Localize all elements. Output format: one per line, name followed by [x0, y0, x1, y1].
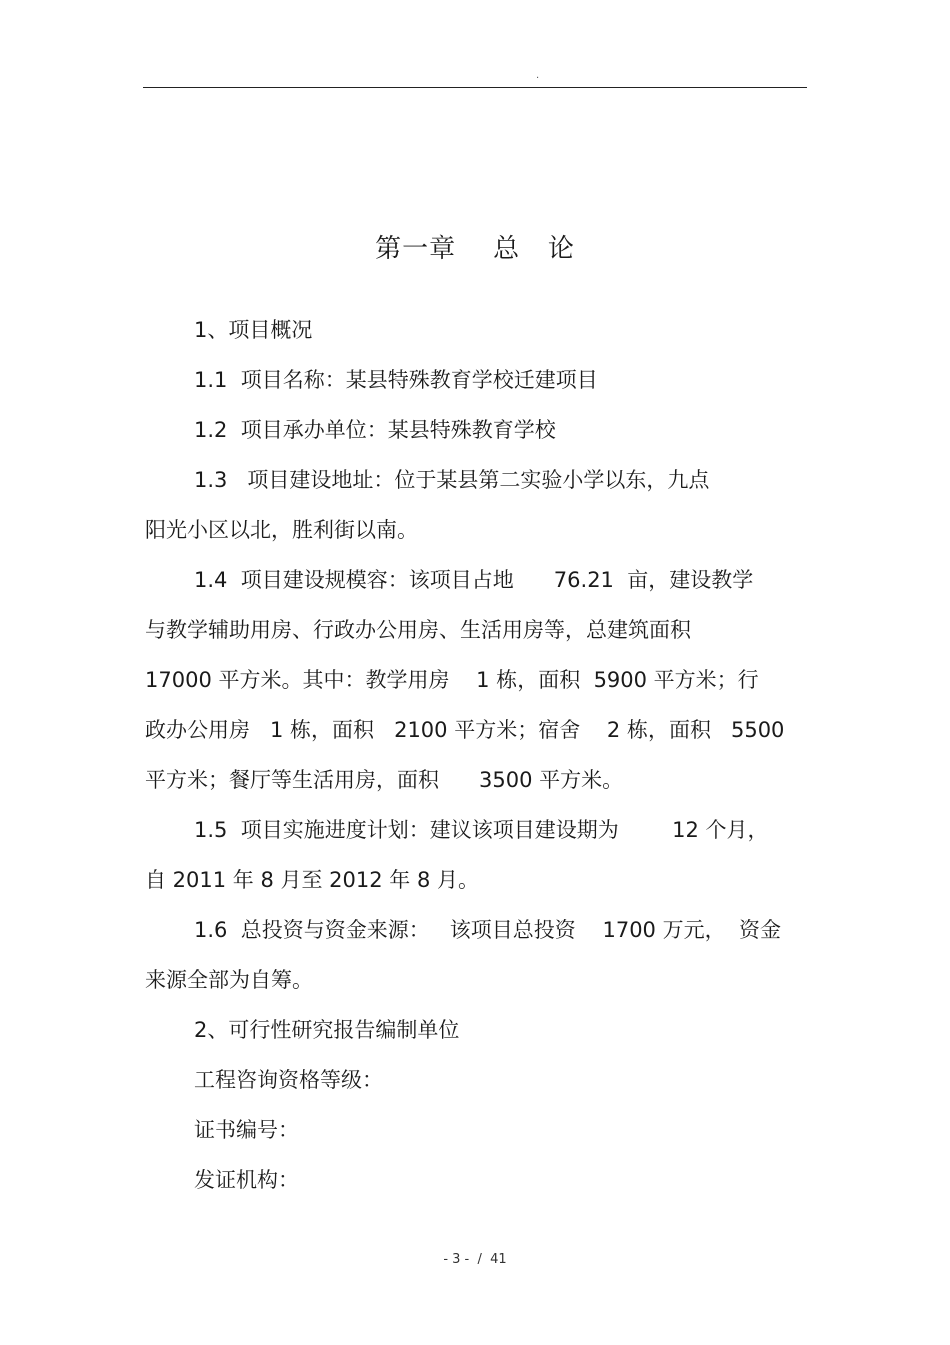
paragraph-project-owner: 1.2 项目承办单位：某县特殊教育学校: [194, 418, 556, 442]
paragraph-investment: 1.6 总投资与资金来源： 该项目总投资 1700 万元， 资金: [194, 918, 781, 942]
field-certificate-number: 证书编号：: [194, 1118, 299, 1142]
paragraph-schedule: 1.5 项目实施进度计划：建议该项目建设期为 12 个月，: [194, 818, 769, 842]
section-heading-report-unit: 2、可行性研究报告编制单位: [194, 1018, 460, 1042]
field-issuing-authority: 发证机构：: [194, 1168, 299, 1192]
paragraph-project-address: 1.3 项目建设地址：位于某县第二实验小学以东，九点: [194, 468, 710, 492]
paragraph-project-scale: 1.4 项目建设规模容：该项目占地 76.21 亩，建设教学: [194, 568, 754, 592]
paragraph-project-scale-cont-1: 与教学辅助用房、行政办公用房、生活用房等，总建筑面积: [145, 618, 691, 642]
paragraph-project-name: 1.1 项目名称：某县特殊教育学校迁建项目: [194, 368, 598, 392]
paragraph-schedule-cont: 自 2011 年 8 月至 2012 年 8 月。: [145, 868, 480, 892]
page-number: - 3 - / 41: [443, 1252, 507, 1267]
paragraph-project-scale-cont-2: 17000 平方米。其中：教学用房 1 栋，面积 5900 平方米；行: [145, 668, 759, 692]
field-qualification-level: 工程咨询资格等级：: [194, 1068, 383, 1092]
section-heading-project-overview: 1、项目概况: [194, 318, 313, 342]
paragraph-project-scale-cont-4: 平方米；餐厅等生活用房，面积 3500 平方米。: [145, 768, 624, 792]
paragraph-project-address-cont: 阳光小区以北，胜利街以南。: [145, 518, 418, 542]
header-mark: .: [536, 70, 540, 81]
paragraph-project-scale-cont-3: 政办公用房 1 栋，面积 2100 平方米；宿舍 2 栋，面积 5500: [145, 718, 785, 742]
paragraph-investment-cont: 来源全部为自筹。: [145, 968, 313, 992]
header-rule: [143, 87, 807, 88]
chapter-title: 第一章 总 论: [375, 234, 575, 264]
